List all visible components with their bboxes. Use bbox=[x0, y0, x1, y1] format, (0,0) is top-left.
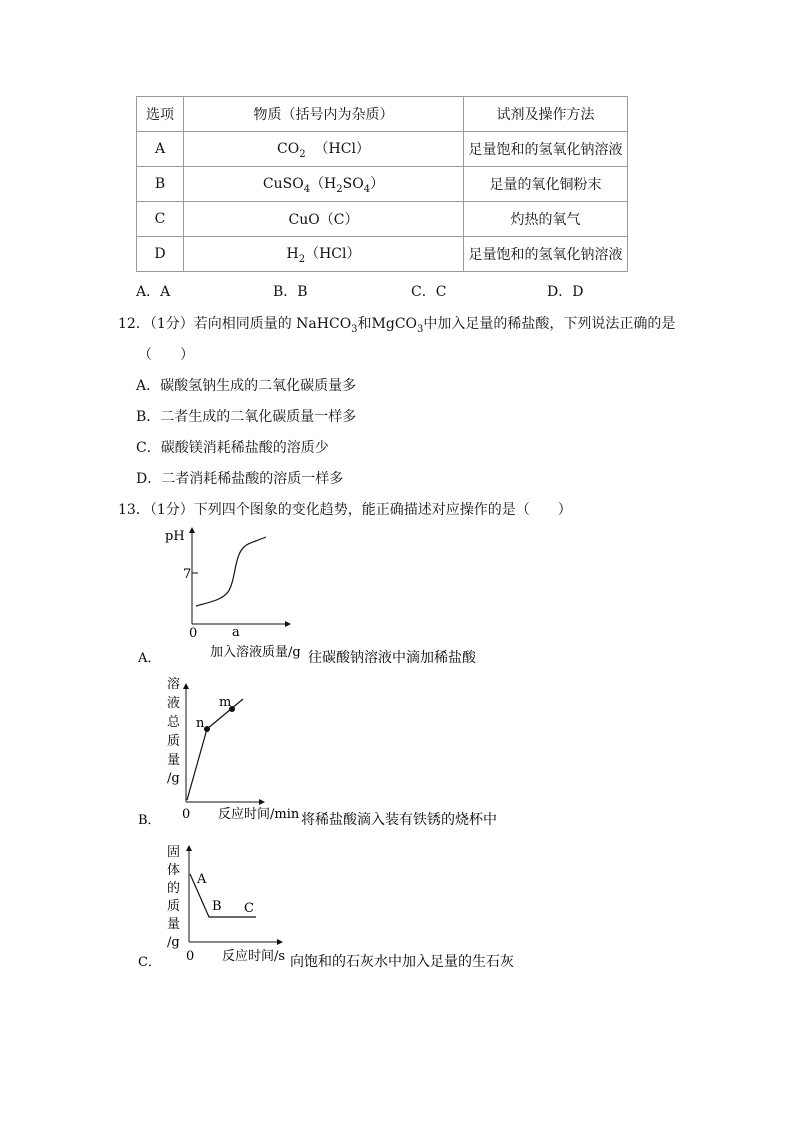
method-cell: 足量饱和的氢氧化钠溶液 bbox=[464, 237, 628, 272]
option-label[interactable]: B． bbox=[138, 813, 161, 828]
q11-choice-b[interactable]: B．B bbox=[273, 284, 308, 300]
option-label[interactable]: C． bbox=[138, 955, 161, 970]
q12-choice-c[interactable]: C．碳酸镁消耗稀盐酸的溶质少 bbox=[136, 440, 329, 456]
q11-choice-d[interactable]: D．D bbox=[547, 284, 584, 300]
y-label-char: /g bbox=[167, 771, 180, 786]
q11-choice-a[interactable]: A．A bbox=[136, 284, 171, 300]
point-a-label: A bbox=[197, 872, 207, 887]
graph-description: 将稀盐酸滴入装有铁锈的烧杯中 bbox=[301, 812, 497, 828]
y-label-char: 的 bbox=[167, 881, 181, 896]
q12-choice-b[interactable]: B．二者生成的二氧化碳质量一样多 bbox=[136, 409, 357, 425]
table-row bbox=[137, 167, 628, 202]
y-label-char: 质 bbox=[167, 899, 181, 914]
origin-label: 0 bbox=[182, 807, 191, 822]
graph-description: 往碳酸钠溶液中滴加稀盐酸 bbox=[308, 650, 476, 666]
x-label: 反应时间/min bbox=[218, 807, 300, 822]
graph-a bbox=[130, 522, 550, 672]
point-n-label: n bbox=[196, 716, 205, 731]
point-n bbox=[204, 726, 210, 732]
tick-7-label: 7 bbox=[183, 567, 192, 582]
substance-cell: $CO_2$ （HCl） bbox=[184, 132, 464, 167]
table-row bbox=[137, 132, 628, 167]
q12-paren: （ ） bbox=[138, 347, 194, 363]
opt-cell: B bbox=[137, 167, 184, 202]
q12-choice-d[interactable]: D．二者消耗稀盐酸的溶质一样多 bbox=[136, 471, 344, 487]
y-label-char: 溶 bbox=[167, 677, 181, 692]
opt-cell: D bbox=[137, 237, 184, 272]
option-label[interactable]: A． bbox=[138, 651, 161, 666]
table-header-row bbox=[137, 97, 628, 132]
method-cell: 足量饱和的氢氧化钠溶液 bbox=[464, 132, 628, 167]
y-label-char: 总 bbox=[167, 715, 181, 730]
substance-cell: CuO（C） bbox=[184, 202, 464, 237]
graph-b bbox=[130, 672, 550, 832]
y-label-char: 质 bbox=[167, 734, 181, 749]
substance-cell: $CuSO_4(H_2SO_4)$ bbox=[184, 167, 464, 202]
q12-stem: 12．（1分）若向相同质量的 NaHCO$_3$和MgCO$_3$中加入足量的稀盐酸，下列说法正确的是 bbox=[118, 316, 676, 335]
origin-label: 0 bbox=[189, 626, 198, 641]
y-label: pH bbox=[165, 529, 185, 544]
x-tick-a: a bbox=[232, 625, 240, 640]
point-m-label: m bbox=[219, 695, 232, 710]
method-cell: 足量的氧化铜粉末 bbox=[464, 167, 628, 202]
point-b-label: B bbox=[212, 899, 222, 914]
y-label-char: /g bbox=[167, 935, 180, 950]
x-label: 反应时间/s bbox=[222, 949, 286, 964]
graph-c bbox=[130, 838, 550, 978]
opt-cell: A bbox=[137, 132, 184, 167]
q13-stem: 13．（1分）下列四个图象的变化趋势，能正确描述对应操作的是（ ） bbox=[118, 502, 572, 518]
method-cell: 灼热的氧气 bbox=[464, 202, 628, 237]
opt-cell: C bbox=[137, 202, 184, 237]
substance-cell: $H_2(HCl)$ bbox=[184, 237, 464, 272]
point-c-label: C bbox=[244, 901, 254, 916]
graph-description: 向饱和的石灰水中加入足量的生石灰 bbox=[290, 954, 514, 970]
header-cell: 物质（括号内为杂质） bbox=[184, 97, 464, 132]
table-row bbox=[137, 202, 628, 237]
header-cell: 试剂及操作方法 bbox=[464, 97, 628, 132]
mass-line bbox=[187, 699, 243, 800]
y-label-char: 量 bbox=[167, 917, 181, 932]
x-label: 加入溶液质量/g bbox=[210, 645, 301, 660]
options-table bbox=[136, 96, 628, 272]
ph-curve bbox=[196, 537, 266, 606]
q12-choice-a[interactable]: A．碳酸氢钠生成的二氧化碳质量多 bbox=[136, 378, 357, 394]
table-row bbox=[137, 237, 628, 272]
y-label-char: 体 bbox=[167, 863, 181, 878]
y-label-char: 量 bbox=[167, 753, 181, 768]
q11-choice-c[interactable]: C．C bbox=[411, 284, 447, 300]
header-cell: 选项 bbox=[137, 97, 184, 132]
y-label-char: 固 bbox=[167, 845, 181, 860]
origin-label: 0 bbox=[186, 949, 195, 964]
y-label-char: 液 bbox=[167, 696, 181, 711]
